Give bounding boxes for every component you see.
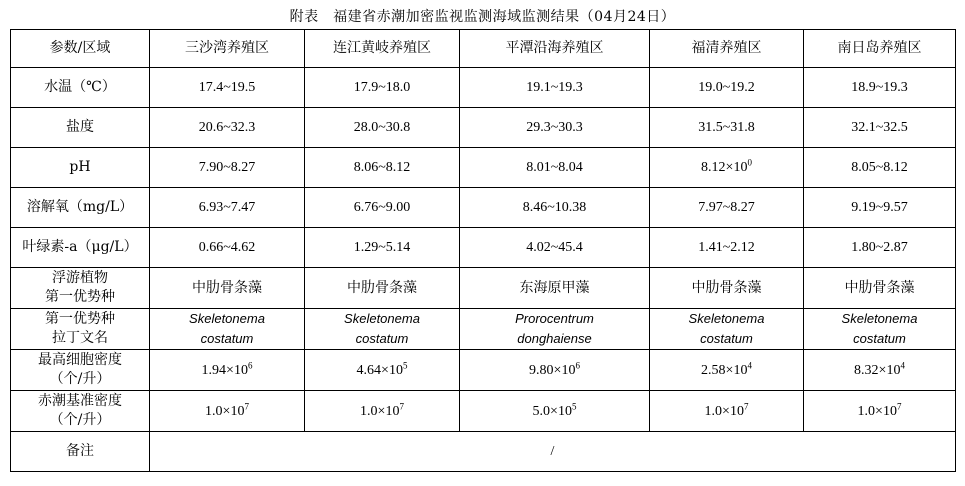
row-label-max-cell-density [11, 350, 150, 391]
cell-value: 1.80~2.87 [804, 228, 956, 268]
header-param: 参数/区域 [11, 30, 150, 68]
table-row-remarks [11, 432, 956, 472]
header-area-nanridao: 南日岛养殖区 [804, 30, 956, 68]
table-row-latin-name [11, 309, 956, 350]
cell-value: 20.6~32.3 [150, 108, 305, 148]
cell-value: 19.1~19.3 [460, 68, 650, 108]
latin-species: costatum [355, 331, 409, 346]
table-row-ph [11, 148, 956, 188]
row-label-red-tide-criterion [11, 391, 150, 432]
cell-value: 4.02~45.4 [460, 228, 650, 268]
cell-value [804, 391, 956, 432]
cell-value: 1.29~5.14 [305, 228, 460, 268]
cell-exponent: 0 [747, 157, 752, 168]
row-label-line-2: 第一优势种 [45, 289, 115, 305]
row-label-ph: pH [11, 148, 150, 188]
latin-genus: Skeletonema [344, 311, 420, 326]
cell-value [804, 309, 956, 350]
cell-value: 中肋骨条藻 [150, 268, 305, 309]
row-label-remarks: 备注 [11, 432, 150, 472]
cell-value: 19.0~19.2 [650, 68, 804, 108]
row-label-salinity: 盐度 [11, 108, 150, 148]
row-label-line-1: 赤潮基准密度 [38, 393, 122, 409]
cell-value [305, 391, 460, 432]
cell-value [650, 391, 804, 432]
header-area-pingtan: 平潭沿海养殖区 [460, 30, 650, 68]
cell-base: 2.58×10 [701, 362, 748, 378]
monitoring-results-table [10, 29, 956, 472]
remarks-value: / [150, 432, 956, 472]
latin-species: costatum [700, 331, 753, 346]
cell-value: 1.41~2.12 [650, 228, 804, 268]
table-row-salinity [11, 108, 956, 148]
table-row-red-tide-criterion [11, 391, 956, 432]
cell-value: 28.0~30.8 [305, 108, 460, 148]
cell-exponent: 4 [900, 359, 905, 370]
cell-base: 9.80×10 [529, 362, 576, 378]
cell-value [305, 309, 460, 350]
cell-base: 1.0×10 [857, 403, 897, 419]
header-area-lianjiang-huangqi: 连江黄岐养殖区 [305, 30, 460, 68]
cell-value [150, 350, 305, 391]
cell-value: 29.3~30.3 [460, 108, 650, 148]
cell-value: 7.90~8.27 [150, 148, 305, 188]
table-row-chlorophyll-a [11, 228, 956, 268]
cell-value: 17.4~19.5 [150, 68, 305, 108]
cell-base: 8.12×10 [701, 160, 748, 175]
cell-value: 31.5~31.8 [650, 108, 804, 148]
latin-species: costatum [200, 331, 254, 346]
cell-value [460, 391, 650, 432]
row-label-line-2: （个/升） [49, 412, 111, 428]
latin-genus: Skeletonema [841, 311, 918, 326]
row-label-line-2: （个/升） [49, 371, 111, 387]
row-label-latin-name [11, 309, 150, 350]
latin-genus: Skeletonema [189, 311, 265, 326]
cell-base: 8.32×10 [854, 362, 901, 378]
row-label-dissolved-oxygen: 溶解氧（mg/L） [11, 188, 150, 228]
latin-genus: Skeletonema [688, 311, 765, 326]
latin-species: donghaiense [517, 331, 592, 346]
cell-value [650, 309, 804, 350]
table-row-water-temp [11, 68, 956, 108]
cell-value [650, 350, 804, 391]
table-title: 附表 福建省赤潮加密监视监测海域监测结果（04月24日） [289, 9, 676, 25]
cell-value: 8.46~10.38 [460, 188, 650, 228]
cell-value [460, 309, 650, 350]
cell-value [150, 309, 305, 350]
cell-base: 1.0×10 [704, 403, 744, 419]
cell-value: 0.66~4.62 [150, 228, 305, 268]
cell-value: 东海原甲藻 [460, 268, 650, 309]
cell-value [460, 350, 650, 391]
cell-value: 7.97~8.27 [650, 188, 804, 228]
cell-exponent: 7 [244, 400, 249, 411]
cell-exponent: 4 [747, 359, 752, 370]
latin-species: costatum [853, 331, 906, 346]
cell-value: 18.9~19.3 [804, 68, 956, 108]
row-label-line-2: 拉丁文名 [52, 330, 108, 346]
cell-value: 17.9~18.0 [305, 68, 460, 108]
cell-exponent: 7 [896, 400, 902, 411]
cell-base: 5.0×10 [532, 403, 572, 419]
cell-value: 中肋骨条藻 [305, 268, 460, 309]
cell-base: 1.0×10 [360, 403, 400, 419]
cell-base: 4.64×10 [356, 362, 403, 378]
row-label-line-1: 浮游植物 [52, 270, 108, 286]
cell-base: 1.94×10 [201, 362, 248, 378]
cell-exponent: 7 [399, 400, 404, 411]
row-label-line-1: 第一优势种 [45, 311, 115, 327]
header-area-fuqing: 福清养殖区 [650, 30, 804, 68]
cell-exponent: 6 [247, 359, 253, 370]
row-label-chlorophyll-a: 叶绿素-a（μg/L） [11, 228, 150, 268]
cell-value: 9.19~9.57 [804, 188, 956, 228]
cell-exponent: 5 [571, 400, 577, 411]
cell-value: 6.93~7.47 [150, 188, 305, 228]
cell-value: 中肋骨条藻 [650, 268, 804, 309]
table-row-dissolved-oxygen [11, 188, 956, 228]
latin-genus: Prorocentrum [515, 311, 594, 326]
cell-base: 1.0×10 [205, 403, 245, 419]
cell-exponent: 6 [575, 359, 580, 370]
cell-value: 32.1~32.5 [804, 108, 956, 148]
cell-value [150, 391, 305, 432]
cell-value [305, 350, 460, 391]
cell-value: 8.05~8.12 [804, 148, 956, 188]
row-label-water-temp: 水温（℃） [11, 68, 150, 108]
cell-value [804, 350, 956, 391]
cell-value: 6.76~9.00 [305, 188, 460, 228]
cell-value: 8.01~8.04 [460, 148, 650, 188]
table-row-max-cell-density [11, 350, 956, 391]
cell-value: 8.06~8.12 [305, 148, 460, 188]
cell-exponent: 5 [402, 359, 408, 370]
header-area-sanshawan: 三沙湾养殖区 [150, 30, 305, 68]
header-row [11, 30, 956, 68]
cell-value [650, 148, 804, 188]
table-row-dominant-species [11, 268, 956, 309]
cell-value: 中肋骨条藻 [804, 268, 956, 309]
row-label-line-1: 最高细胞密度 [38, 352, 122, 368]
cell-exponent: 7 [743, 400, 749, 411]
row-label-dominant-species [11, 268, 150, 309]
